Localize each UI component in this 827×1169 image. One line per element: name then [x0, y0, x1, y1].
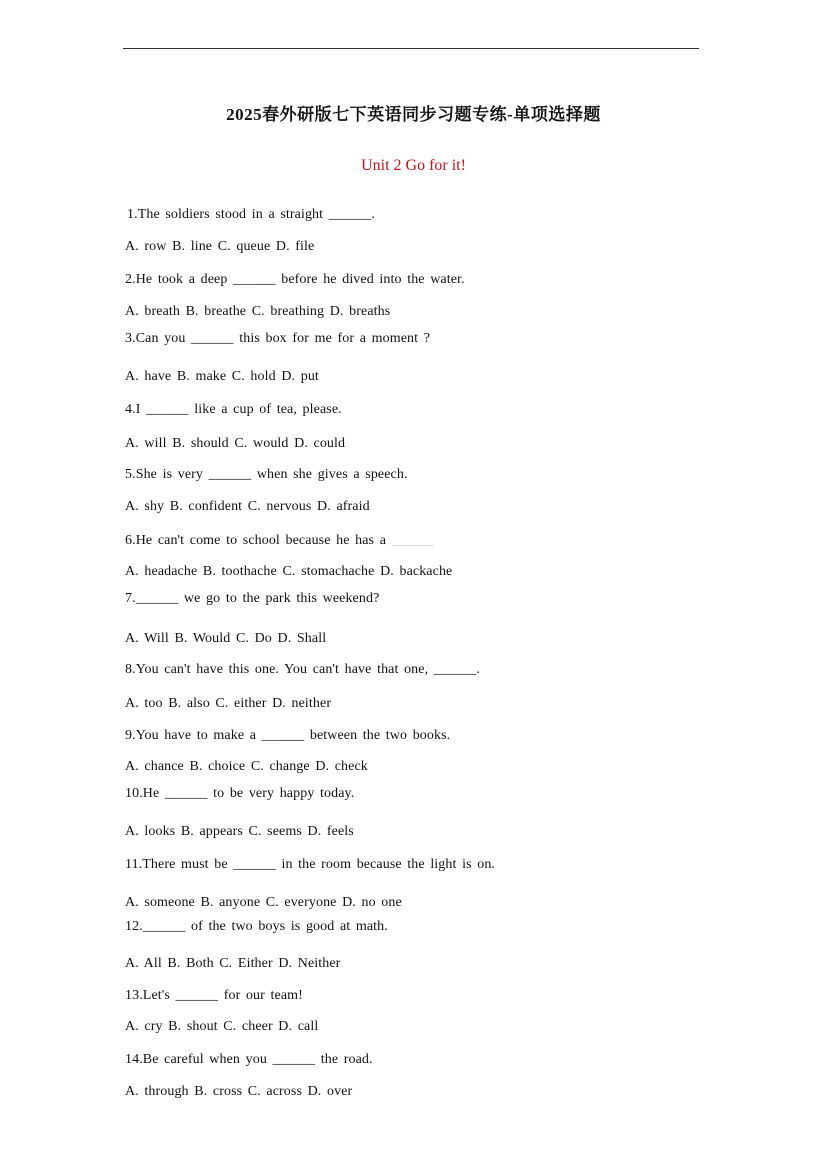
options-14: A. through B. cross C. across D. over	[125, 1084, 353, 1099]
options-8: A. too B. also C. either D. neither	[125, 696, 332, 711]
unit-heading: Unit 2 Go for it!	[361, 157, 466, 174]
options-13: A. cry B. shout C. cheer D. call	[125, 1019, 319, 1034]
options-1: A. row B. line C. queue D. file	[125, 239, 315, 254]
options-4: A. will B. should C. would D. could	[125, 436, 346, 451]
options-6: A. headache B. toothache C. stomachache D. backache	[125, 564, 453, 579]
question-6-text: 6.He can't come to school because he has a	[125, 533, 387, 548]
question-10: 10.He ______ to be very happy today.	[125, 786, 355, 801]
question-12: 12.______ of the two boys is good at math.	[125, 919, 388, 934]
options-12: A. All B. Both C. Either D. Neither	[125, 956, 341, 971]
options-9: A. chance B. choice C. change D. check	[125, 759, 368, 774]
header-rule	[123, 48, 699, 49]
question-7: 7.______ we go to the park this weekend?	[125, 591, 380, 606]
question-6-blank: ______	[386, 533, 435, 548]
question-8: 8.You can't have this one. You can't have that one, ______.	[125, 662, 480, 677]
question-11: 11.There must be ______ in the room because the light is on.	[125, 857, 496, 872]
question-14: 14.Be careful when you ______ the road.	[125, 1052, 373, 1067]
options-2: A. breath B. breathe C. breathing D. breaths	[125, 304, 391, 319]
question-6	[125, 533, 434, 549]
page-title: 2025春外研版七下英语同步习题专练-单项选择题	[226, 105, 601, 124]
options-10: A. looks B. appears C. seems D. feels	[125, 824, 354, 839]
question-2: 2.He took a deep ______ before he dived into the water.	[125, 272, 465, 287]
question-5: 5.She is very ______ when she gives a speech.	[125, 467, 408, 482]
question-13: 13.Let's ______ for our team!	[125, 988, 303, 1003]
question-1: 1.The soldiers stood in a straight ______.	[127, 207, 375, 222]
question-9: 9.You have to make a ______ between the two books.	[125, 728, 451, 743]
options-7: A. Will B. Would C. Do D. Shall	[125, 631, 327, 646]
options-3: A. have B. make C. hold D. put	[125, 369, 319, 384]
options-5: A. shy B. confident C. nervous D. afraid	[125, 499, 370, 514]
options-11: A. someone B. anyone C. everyone D. no one	[125, 895, 402, 910]
question-4: 4.I ______ like a cup of tea, please.	[125, 402, 342, 417]
question-3: 3.Can you ______ this box for me for a moment ?	[125, 331, 431, 346]
